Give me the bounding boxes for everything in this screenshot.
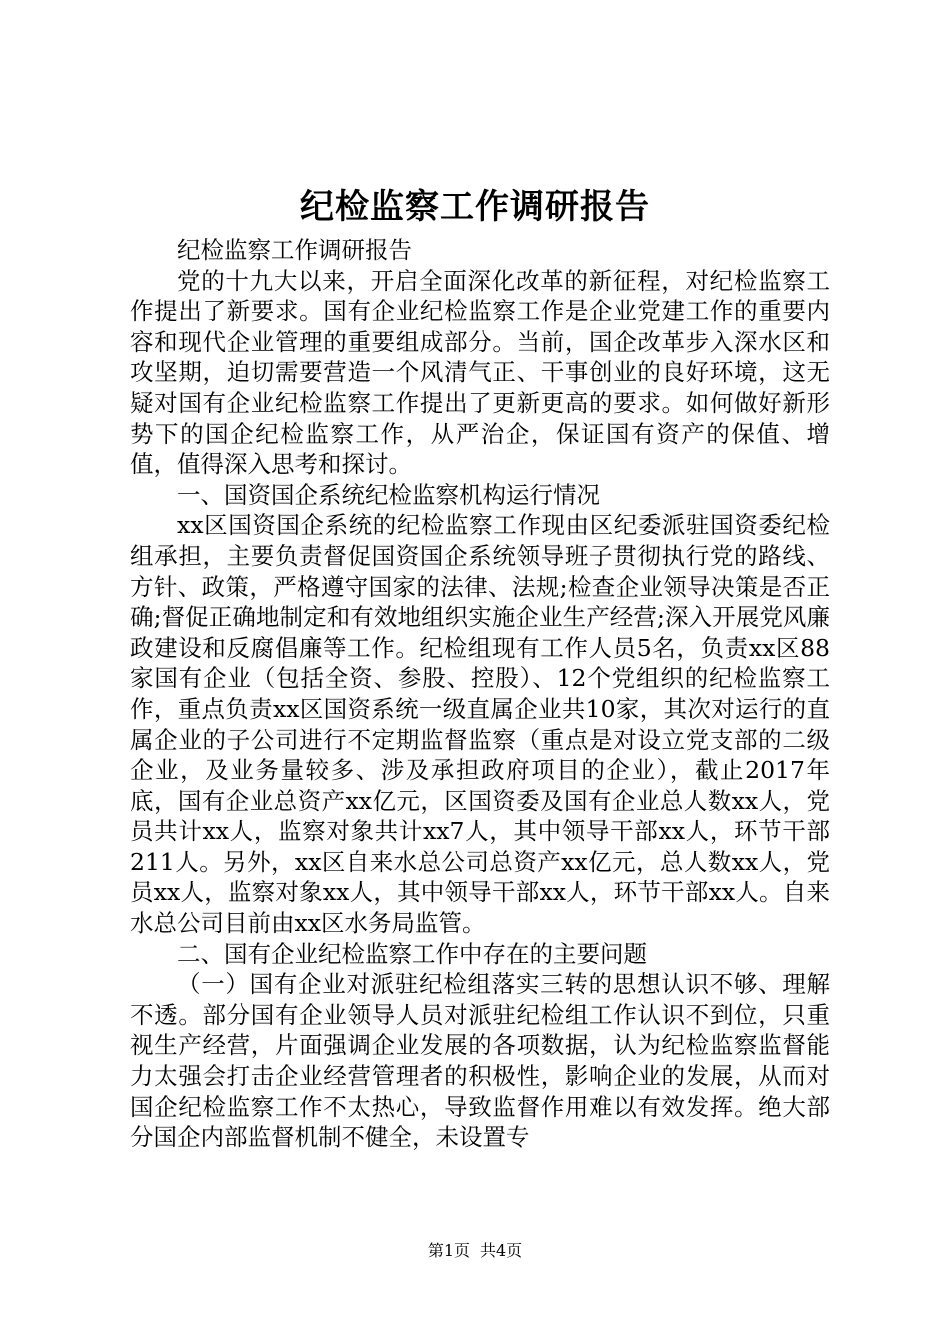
document-body: [130, 235, 830, 1153]
paragraph-subtitle: 纪检监察工作调研报告: [177, 236, 412, 264]
page-number: 第1页: [427, 1241, 470, 1260]
paragraph-section-1: xx区国资国企系统的纪检监察工作现由区纪委派驻国资委纪检组承担，主要负责督促国资国企系统领导班子贯彻执行党的路线、方针、政策，严格遵守国家的法律、法规;检查企业领导决策是否正确;督促正确地制定和有效地组织实施企业生产经营;深入开展党风廉政建设和反腐倡廉等工作。纪检组现有工作人员5名，负责xx区88家国有企业（包括全资、参股、控股）、12个党组织的纪检监察工作，重点负责xx区国资系统一级直属企业共10家，其次对运行的直属企业的子公司进行不定期监督监察（重点是对设立党支部的二级企业，及业务量较多、涉及承担政府项目的企业），截止2017年底，国有企业总资产xx亿元，区国资委及国有企业总人数xx人，党员共计xx人，监察对象共计xx7人，其中领导干部xx人，环节干部211人。另外，xx区自来水总公司总资产xx亿元，总人数xx人，党员xx人，监察对象xx人，其中领导干部xx人，环节干部xx人。自来水总公司目前由xx区水务局监管。: [130, 511, 830, 938]
document-title: 纪检监察工作调研报告: [300, 187, 650, 227]
section-heading-2: 二、国有企业纪检监察工作中存在的主要问题: [177, 939, 647, 968]
page-footer: [0, 1240, 950, 1262]
page-total: 共4页: [480, 1241, 523, 1260]
section-heading-1: 一、国资国企系统纪检监察机构运行情况: [177, 480, 600, 509]
paragraph-intro: 党的十九大以来，开启全面深化改革的新征程，对纪检监察工作提出了新要求。国有企业纪检监察工作是企业党建工作的重要内容和现代企业管理的重要组成部分。当前，国企改革步入深水区和攻坚期，迫切需要营造一个风清气正、干事创业的良好环境，这无疑对国有企业纪检监察工作提出了更新更高的要求。如何做好新形势下的国企纪检监察工作，从严治企，保证国有资产的保值、增值，值得深入思考和探讨。: [130, 266, 830, 479]
paragraph-section-2: （一）国有企业对派驻纪检组落实三转的思想认识不够、理解不透。部分国有企业领导人员对派驻纪检组工作认识不到位，只重视生产经营，片面强调企业发展的各项数据，认为纪检监察监督能力太强会打击企业经营管理者的积极性，影响企业的发展，从而对国企纪检监察工作不太热心，导致监督作用难以有效发挥。绝大部分国企内部监督机制不健全，未设置专: [130, 970, 830, 1152]
